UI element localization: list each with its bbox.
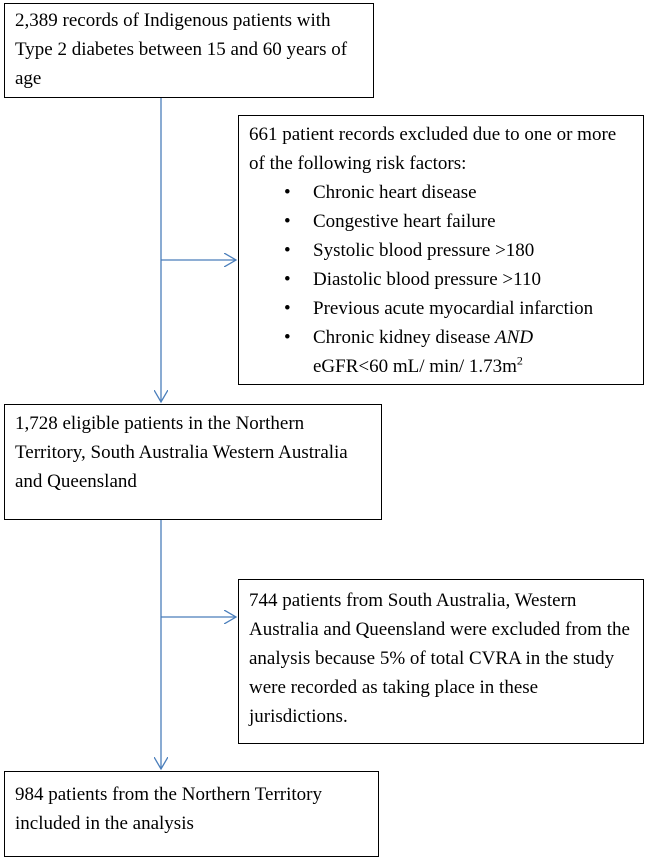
exclusion-intro: 661 patient records excluded due to one or more of the following risk factors: (249, 124, 617, 174)
risk-factor-list (249, 178, 633, 381)
included-patients-box (4, 771, 379, 857)
initial-records-box (4, 3, 374, 98)
jurisdiction-exclusion-box (238, 579, 644, 744)
risk-factor-item: • Systolic blood pressure >180 (249, 236, 633, 265)
risk-factor-item: • Chronic heart disease (249, 178, 633, 207)
risk-factor-item: • Diastolic blood pressure >110 (249, 265, 633, 294)
jurisdiction-exclusion-text: 744 patients from South Australia, Western Australia and Queensland were excluded from the analysis because 5% of total CVRA in the study were recorded as taking place in these jurisdictions. (249, 590, 630, 727)
ckd-and: AND (495, 327, 534, 348)
eligible-patients-box (4, 404, 382, 520)
included-patients-text: 984 patients from the Northern Territory included in the analysis (15, 784, 322, 834)
risk-factor-item-ckd (249, 323, 633, 381)
ckd-egfr: eGFR<60 mL/ min/ 1.73m (313, 356, 517, 377)
initial-records-text: 2,389 records of Indigenous patients with Type 2 diabetes between 15 and 60 years of age (15, 10, 348, 89)
ckd-prefix: Chronic kidney disease (313, 327, 496, 348)
risk-factor-exclusion-box (238, 115, 644, 385)
eligible-patients-text: 1,728 eligible patients in the Northern Territory, South Australia Western Australia and Queensland (15, 413, 348, 492)
ckd-egfr-sup: 2 (516, 353, 523, 368)
risk-factor-item: • Congestive heart failure (249, 207, 633, 236)
risk-factor-item: • Previous acute myocardial infarction (249, 294, 633, 323)
